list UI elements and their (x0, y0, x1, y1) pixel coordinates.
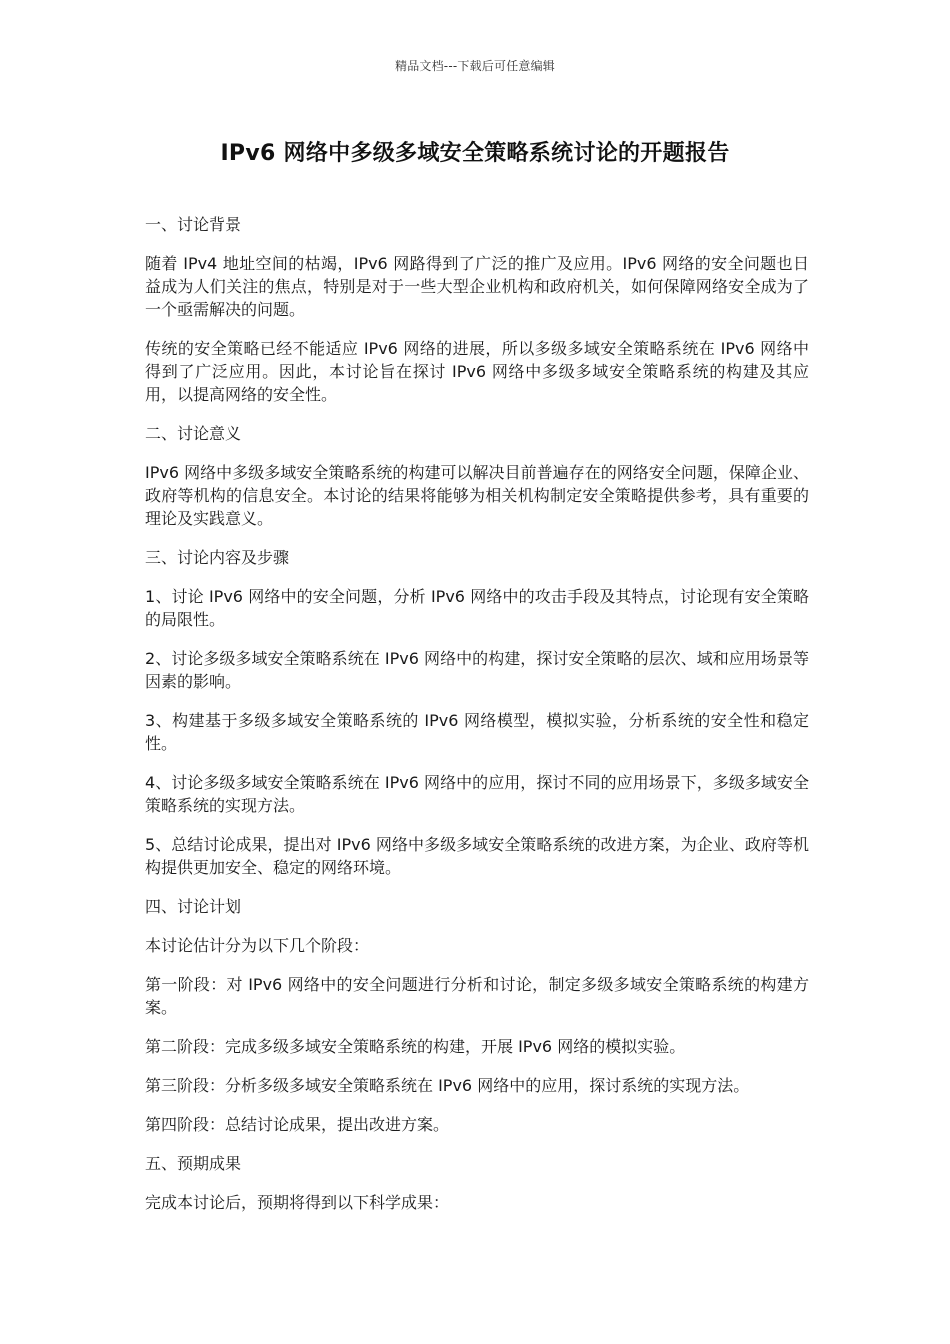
paragraph: 随着 IPv4 地址空间的枯竭，IPv6 网路得到了广泛的推广及应用。IPv6 网络的安全问题也日益成为人们关注的焦点，特别是对于一些大型企业机构和政府机关，如何保障网络安全成为了一个亟需解决的问题。 (145, 254, 809, 319)
phase-item: 第三阶段：分析多级多域安全策略系统在 IPv6 网络中的应用，探讨系统的实现方法。 (145, 1076, 750, 1095)
header-note: 精品文档---下载后可任意编辑 (395, 59, 555, 73)
phase-item: 第二阶段：完成多级多域安全策略系统的构建，开展 IPv6 网络的模拟实验。 (145, 1037, 686, 1056)
paragraph: 本讨论估计分为以下几个阶段： (145, 936, 370, 955)
document-body (145, 213, 809, 1230)
section-heading-outcome: 五、预期成果 (145, 1154, 242, 1173)
document-title: IPv6 网络中多级多域安全策略系统讨论的开题报告 (220, 141, 730, 166)
phase-item: 第一阶段：对 IPv6 网络中的安全问题进行分析和讨论，制定多级多域安全策略系统的构建方案。 (145, 975, 809, 1017)
phase-item: 第四阶段：总结讨论成果，提出改进方案。 (145, 1115, 450, 1134)
step-item: 1、讨论 IPv6 网络中的安全问题，分析 IPv6 网络中的攻击手段及其特点，讨论现有安全策略的局限性。 (145, 587, 809, 629)
step-item: 5、总结讨论成果，提出对 IPv6 网络中多级多域安全策略系统的改进方案，为企业、政府等机构提供更加安全、稳定的网络环境。 (145, 835, 809, 877)
section-heading-significance: 二、讨论意义 (145, 424, 242, 443)
section-heading-content: 三、讨论内容及步骤 (145, 548, 290, 567)
step-item: 4、讨论多级多域安全策略系统在 IPv6 网络中的应用，探讨不同的应用场景下，多级多域安全策略系统的实现方法。 (145, 773, 809, 815)
step-item: 2、讨论多级多域安全策略系统在 IPv6 网络中的构建，探讨安全策略的层次、域和应用场景等因素的影响。 (145, 649, 809, 691)
step-item: 3、构建基于多级多域安全策略系统的 IPv6 网络模型，模拟实验，分析系统的安全性和稳定性。 (145, 711, 809, 753)
paragraph: 完成本讨论后，预期将得到以下科学成果： (145, 1193, 450, 1212)
section-heading-plan: 四、讨论计划 (145, 897, 242, 916)
paragraph: IPv6 网络中多级多域安全策略系统的构建可以解决目前普遍存在的网络安全问题，保障企业、政府等机构的信息安全。本讨论的结果将能够为相关机构制定安全策略提供参考，具有重要的理论及实践意义。 (145, 463, 809, 528)
section-heading-background: 一、讨论背景 (145, 215, 242, 234)
paragraph: 传统的安全策略已经不能适应 IPv6 网络的进展，所以多级多域安全策略系统在 IPv6 网络中得到了广泛应用。因此，本讨论旨在探讨 IPv6 网络中多级多域安全策略系统的构建及其应用，以提高网络的安全性。 (145, 339, 809, 404)
